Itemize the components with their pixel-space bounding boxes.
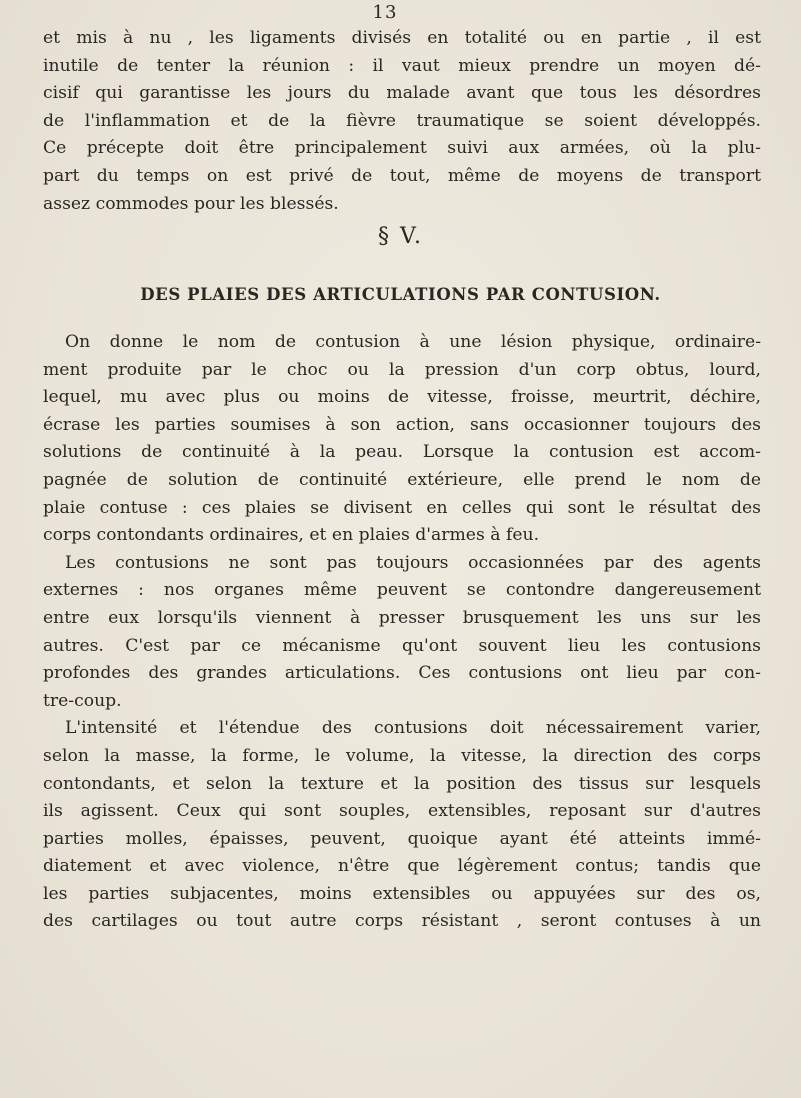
text-line: inutile de tenter la réunion : il vaut mieux prendre un moyen dé-: [43, 55, 761, 76]
text-line: autres. C'est par ce mécanisme qu'ont souvent lieu les contusions: [43, 635, 761, 656]
body-text: [43, 329, 761, 936]
intro-paragraph: [43, 25, 761, 218]
text-line: diatement et avec violence, n'être que légèrement contus; tandis que: [43, 856, 761, 877]
text-line: ils agissent. Ceux qui sont souples, extensibles, reposant sur d'autres: [43, 801, 761, 822]
text-line: des cartilages ou tout autre corps résistant , seront contuses à un: [43, 911, 761, 932]
text-line: profondes des grandes articulations. Ces contusions ont lieu par con-: [43, 663, 761, 684]
text-line: pagnée de solution de continuité extérieure, elle prend le nom de: [43, 469, 761, 490]
section-mark: § V.: [377, 224, 424, 249]
text-line: part du temps on est privé de tout, même de moyens de transport: [43, 165, 761, 186]
text-line: solutions de continuité à la peau. Lorsque la contusion est accom-: [43, 442, 761, 463]
text-line: les parties subjacentes, moins extensibles ou appuyées sur des os,: [43, 883, 761, 904]
text-line: corps contondants ordinaires, et en plaies d'armes à feu.: [43, 525, 540, 546]
text-line: Ce précepte doit être principalement suivi aux armées, où la plu-: [43, 138, 761, 159]
text-line: externes : nos organes même peuvent se contondre dangereusement: [43, 580, 761, 601]
section-title: DES PLAIES DES ARTICULATIONS PAR CONTUSION.: [140, 285, 661, 304]
text-line: cisif qui garantisse les jours du malade avant que tous les désordres: [43, 83, 761, 104]
text-line: écrase les parties soumises à son action, sans occasionner toujours des: [43, 414, 761, 435]
text-line: tre-coup.: [43, 690, 122, 711]
text-line: L'intensité et l'étendue des contusions doit nécessairement varier,: [65, 718, 761, 739]
text-line: lequel, mu avec plus ou moins de vitesse, froisse, meurtrit, déchire,: [43, 387, 761, 408]
text-line: selon la masse, la forme, le volume, la vitesse, la direction des corps: [43, 745, 761, 766]
page-number: 13: [372, 2, 398, 23]
text-line: de l'inflammation et de la fièvre traumatique se soient développés.: [43, 110, 761, 131]
text-line: contondants, et selon la texture et la position des tissus sur lesquels: [43, 773, 761, 794]
text-line: ment produite par le choc ou la pression d'un corp obtus, lourd,: [43, 359, 761, 380]
text-line: Les contusions ne sont pas toujours occasionnées par des agents: [65, 552, 761, 573]
text-line: et mis à nu , les ligaments divisés en totalité ou en partie , il est: [43, 28, 761, 48]
text-line: entre eux lorsqu'ils viennent à presser brusquement les uns sur les: [43, 607, 761, 628]
text-line: assez commodes pour les blessés.: [43, 193, 339, 214]
text-line: parties molles, épaisses, peuvent, quoique ayant été atteints immé-: [43, 828, 761, 849]
text-line: On donne le nom de contusion à une lésion physique, ordinaire-: [65, 332, 761, 352]
text-line: plaie contuse : ces plaies se divisent en celles qui sont le résultat des: [43, 497, 761, 518]
